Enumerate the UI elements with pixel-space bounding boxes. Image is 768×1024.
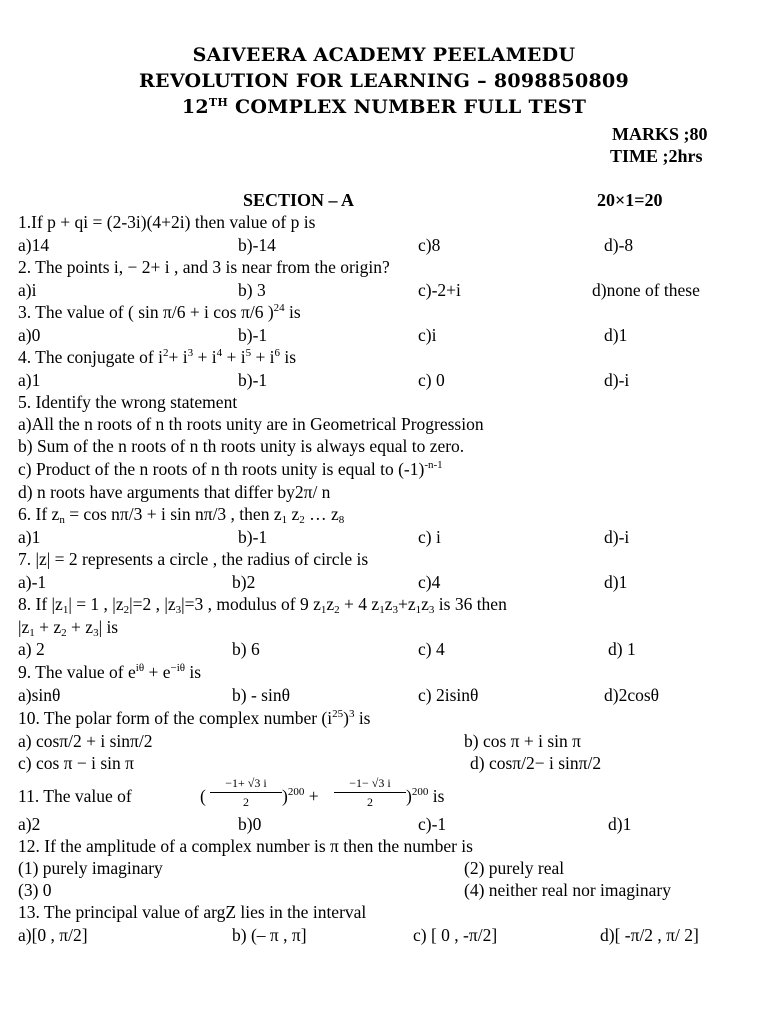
q11-stem-end: is	[428, 786, 445, 806]
q11-term-2-close	[406, 786, 444, 806]
q12-option-3: (3) 0	[18, 880, 52, 900]
q8-l2-t1: + z	[34, 617, 62, 637]
question-13-stem: 13. The principal value of argZ lies in the interval	[18, 902, 367, 922]
q11-term-1-close	[282, 786, 319, 806]
q5-option-b: b) Sum of the n roots of n th roots unity is always equal to zero.	[18, 436, 465, 456]
q10-option-d: d) cosπ/2− i sinπ/2	[470, 753, 602, 773]
q11-close-paren-1: )	[282, 786, 288, 806]
q4-term-2: + i	[193, 347, 217, 367]
q6-option-c: c) i	[418, 527, 441, 547]
q1-option-d: d)-8	[604, 235, 634, 255]
q8-stem-t4: z	[326, 594, 335, 614]
q11-plus: +	[304, 786, 319, 806]
q6-sub-n: n	[59, 514, 65, 526]
q6-stem-mid2: z	[287, 504, 300, 524]
q10-exp-1: 25	[332, 708, 344, 720]
q4-exp-1: 2	[162, 347, 169, 359]
q6-option-b: b)-1	[238, 527, 268, 547]
q8-option-a: a) 2	[18, 639, 45, 659]
q1-option-c: c)8	[418, 235, 441, 255]
q10-option-a: a) cosπ/2 + i sinπ/2	[18, 731, 153, 751]
q6-option-a: a)1	[18, 527, 41, 547]
q8-l2-text: |z	[18, 617, 30, 637]
q8-stem-t5: + 4 z	[339, 594, 380, 614]
q2-option-d: d)none of these	[592, 280, 700, 300]
q9-option-c: c) 2isinθ	[418, 685, 479, 705]
q8-stem-text: 8. If |z	[18, 594, 63, 614]
q4-term-1: + i	[168, 347, 188, 367]
q2-option-c: c)-2+i	[418, 280, 461, 300]
q4-term-3: + i	[222, 347, 246, 367]
question-3-stem	[18, 302, 301, 322]
q4-stem-text: 4. The conjugate of i	[18, 347, 163, 367]
question-9-stem	[18, 662, 201, 682]
q9-exp-2: −iθ	[170, 662, 186, 674]
q10-option-b: b) cos π + i sin π	[464, 731, 581, 751]
q4-exp-4: 5	[245, 347, 252, 359]
time-label: TIME ;2hrs	[610, 146, 703, 166]
q6-stem-text: 6. If z	[18, 504, 60, 524]
q11-close-paren-2: )	[406, 786, 412, 806]
q5-option-c-exp: -n-1	[424, 459, 443, 471]
q10-exp-2: 3	[348, 708, 355, 720]
q5-option-d: d) n roots have arguments that differ by2π/ n	[18, 482, 331, 502]
academy-name: SAIVEERA ACADEMY PEELAMEDU	[192, 44, 576, 66]
q8-stem-t8: z	[421, 594, 429, 614]
q8-sub-3: 3	[175, 604, 182, 616]
q13-option-d: d)[ -π/2 , π/ 2]	[600, 925, 699, 945]
q11-power-2: 200	[411, 786, 429, 798]
q8-l2-sub-3: 3	[93, 627, 99, 639]
q2-option-a: a)i	[18, 280, 37, 300]
q4-exp-5: 6	[274, 347, 281, 359]
q10-stem-mid: )	[343, 708, 349, 728]
test-grade: 12	[181, 96, 209, 118]
q6-option-d: d)-i	[604, 527, 630, 547]
q11-denominator-2: 2	[367, 795, 373, 809]
q8-sub-9: 3	[428, 604, 435, 616]
q11-option-b: b)0	[238, 814, 262, 834]
question-10-stem	[18, 708, 371, 728]
q3-option-d: d)1	[604, 325, 628, 345]
q9-stem-end: is	[185, 662, 202, 682]
q8-stem-end: is 36 then	[434, 594, 507, 614]
q9-option-b: b) - sinθ	[232, 685, 290, 705]
q11-option-d: d)1	[608, 814, 632, 834]
q6-stem-mid3: … z	[304, 504, 339, 524]
q11-option-a: a)2	[18, 814, 41, 834]
q8-sub-8: 1	[415, 604, 422, 616]
q2-option-b: b) 3	[238, 280, 266, 300]
q6-stem-mid: = cos nπ/3 + i sin nπ/3 , then z	[64, 504, 282, 524]
q8-stem-t2: |=2 , |z	[129, 594, 176, 614]
q3-option-b: b)-1	[238, 325, 268, 345]
q10-stem-text: 10. The polar form of the complex number (i	[18, 708, 333, 728]
q4-option-c: c) 0	[418, 370, 445, 390]
q8-l2-sub-1: 1	[29, 627, 35, 639]
test-grade-suffix: TH	[208, 96, 229, 109]
question-4-stem	[18, 347, 296, 367]
q4-term-4: + i	[251, 347, 275, 367]
q8-sub-1: 1	[62, 604, 69, 616]
q5-option-c-text: c) Product of the n roots of n th roots unity is equal to (-1)	[18, 459, 425, 479]
q4-exp-3: 4	[216, 347, 223, 359]
section-marks: 20×1=20	[597, 190, 663, 210]
q1-option-b: b)-14	[238, 235, 276, 255]
section-title: SECTION – A	[243, 190, 355, 210]
q8-l2-end: | is	[98, 617, 119, 637]
q5-option-c	[18, 459, 443, 479]
q9-stem-mid: + e	[144, 662, 171, 682]
q11-fraction-1	[210, 776, 282, 810]
q3-option-a: a)0	[18, 325, 41, 345]
test-title	[0, 96, 768, 118]
q4-option-a: a)1	[18, 370, 41, 390]
q12-option-1: (1) purely imaginary	[18, 858, 163, 878]
q8-sub-4: 1	[320, 604, 327, 616]
q7-option-a: a)-1	[18, 572, 47, 592]
q8-option-c: c) 4	[418, 639, 445, 659]
marks-label: MARKS ;80	[612, 124, 708, 144]
q9-option-a: a)sinθ	[18, 685, 61, 705]
q8-sub-6: 1	[379, 604, 385, 616]
q6-sub-1: 1	[281, 514, 288, 526]
academy-tagline: REVOLUTION FOR LEARNING – 8098850809	[138, 70, 630, 92]
q3-option-c: c)i	[418, 325, 437, 345]
q11-power-1: 200	[287, 786, 305, 798]
q8-option-b: b) 6	[232, 639, 260, 659]
q12-option-4: (4) neither real nor imaginary	[464, 880, 671, 900]
q8-l2-sub-2: 2	[61, 627, 67, 639]
q4-option-b: b)-1	[238, 370, 268, 390]
question-2-stem: 2. The points i, − 2+ i , and 3 is near from the origin?	[18, 257, 390, 277]
q4-stem-end: is	[280, 347, 297, 367]
q7-option-d: d)1	[604, 572, 628, 592]
q8-stem-t1: | = 1 , |z	[68, 594, 124, 614]
question-8-stem-line2	[18, 617, 118, 637]
question-1-stem: 1.If p + qi = (2-3i)(4+2i) then value of p is	[18, 212, 316, 232]
q3-stem-end: is	[284, 302, 301, 322]
q6-sub-2: 2	[299, 514, 305, 526]
q9-exp-1: iθ	[135, 662, 145, 674]
q13-option-b: b) (– π , π]	[232, 925, 307, 945]
q8-stem-t6: z	[384, 594, 393, 614]
q3-exponent: 24	[273, 302, 285, 314]
question-5-stem: 5. Identify the wrong statement	[18, 392, 238, 412]
q12-option-2: (2) purely real	[464, 858, 565, 878]
q8-stem-t7: +z	[397, 594, 416, 614]
q4-option-d: d)-i	[604, 370, 630, 390]
question-12-stem: 12. If the amplitude of a complex number is π then the number is	[18, 836, 473, 856]
q9-option-d: d)2cosθ	[604, 685, 660, 705]
q9-stem-text: 9. The value of e	[18, 662, 136, 682]
q1-option-a: a)14	[18, 235, 50, 255]
q10-option-c: c) cos π − i sin π	[18, 753, 134, 773]
q11-denominator-1: 2	[243, 795, 249, 809]
q6-sub-8: 8	[338, 514, 345, 526]
q8-stem-t3: |=3 , modulus of 9 z	[181, 594, 321, 614]
q8-l2-t2: + z	[66, 617, 94, 637]
q7-option-b: b)2	[232, 572, 256, 592]
q8-sub-5: 2	[334, 604, 340, 616]
question-7-stem: 7. |z| = 2 represents a circle , the radius of circle is	[18, 549, 369, 569]
q11-open-paren: (	[200, 786, 206, 806]
q7-option-c: c)4	[418, 572, 441, 592]
q10-stem-end: is	[354, 708, 371, 728]
q8-option-d: d) 1	[608, 639, 636, 659]
q5-option-a: a)All the n roots of n th roots unity are in Geometrical Progression	[18, 414, 484, 434]
question-6-stem	[18, 504, 344, 524]
test-title-rest: COMPLEX NUMBER FULL TEST	[228, 96, 587, 118]
q8-sub-2: 2	[123, 604, 130, 616]
q11-option-c: c)-1	[418, 814, 447, 834]
q8-sub-7: 3	[392, 604, 398, 616]
q4-exp-2: 3	[187, 347, 194, 359]
q13-option-c: c) [ 0 , -π/2]	[413, 925, 498, 945]
question-8-stem	[18, 594, 507, 614]
q11-numerator-1: −1+ √3 i	[210, 776, 282, 793]
q11-fraction-2	[334, 776, 406, 810]
q3-stem-text: 3. The value of ( sin π/6 + i cos π/6 )	[18, 302, 274, 322]
q11-numerator-2: −1− √3 i	[334, 776, 406, 793]
q13-option-a: a)[0 , π/2]	[18, 925, 88, 945]
question-11-stem: 11. The value of	[18, 786, 132, 806]
